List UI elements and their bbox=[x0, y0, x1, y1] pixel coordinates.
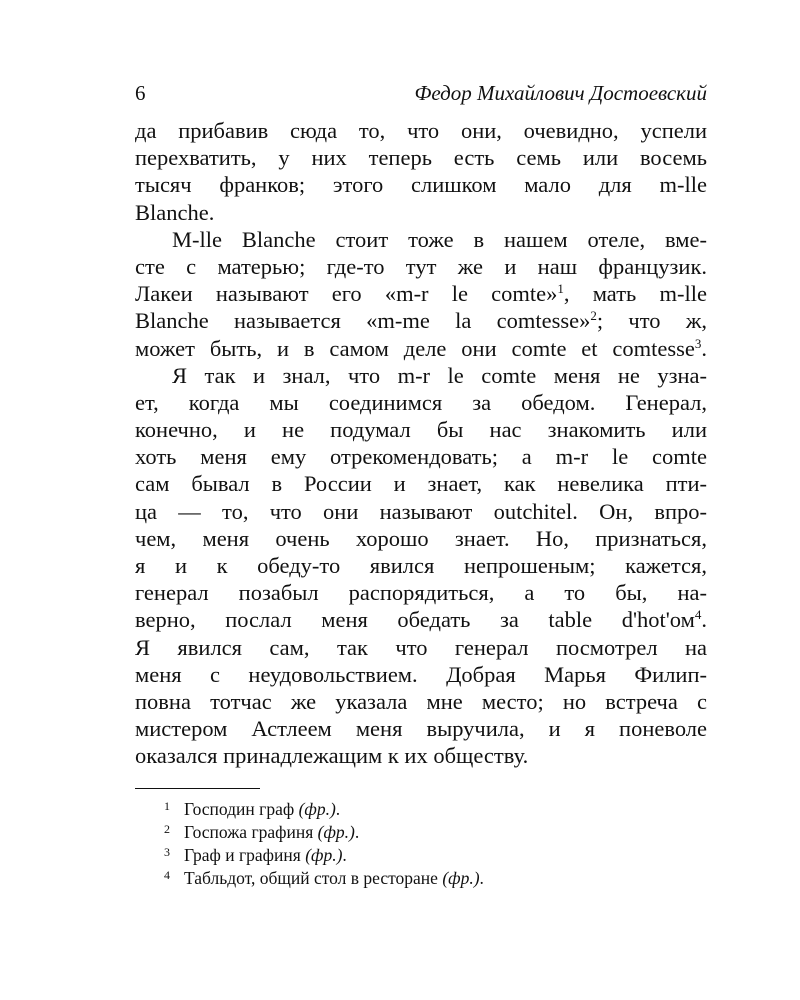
text-line: Blanche называется «m-me la comtesse»$^2$; что ж, bbox=[135, 308, 707, 334]
text-line: хоть меня ему отрекомендовать; а m-r le comte bbox=[135, 444, 707, 470]
footnote: 2 Госпожа графиня (фр.). bbox=[164, 818, 684, 841]
text-line: верно, послал меня обедать за table $d'hot'ом^4$. bbox=[135, 607, 707, 633]
footnote-ref: 1 bbox=[557, 281, 564, 297]
language-note: (фр.) bbox=[442, 868, 480, 888]
book-author-header: Федор Михайлович Достоевский bbox=[414, 81, 707, 105]
text-line: конечно, и не подумал бы нас знакомить или bbox=[135, 417, 707, 443]
text-line: оказался принадлежащим к их обществу. bbox=[135, 743, 529, 769]
footnotes bbox=[164, 795, 684, 887]
text-line: перехватить, у них теперь есть семь или восемь bbox=[135, 145, 707, 171]
footnote: 1 Господин граф (фр.). bbox=[164, 795, 684, 818]
footnote: 4 Табльдот, общий стол в ресторане (фр.). bbox=[164, 864, 684, 887]
running-header bbox=[135, 76, 707, 110]
paragraph-first-line: M-lle Blanche стоит тоже в нашем отеле, вме- bbox=[172, 226, 707, 252]
text-line: генерал позабыл распорядиться, а то бы, на- bbox=[135, 580, 707, 606]
text-line: повна тотчас же указала мне место; но встреча с bbox=[135, 688, 707, 714]
text-line: Я явился сам, так что генерал посмотрел на bbox=[135, 634, 707, 660]
footnote-ref: 2 bbox=[590, 308, 597, 324]
language-note: (фр.) bbox=[305, 845, 343, 865]
text-line: мистером Астлеем меня выручила, и я поневоле bbox=[135, 716, 707, 742]
page-number: 6 bbox=[135, 81, 146, 105]
text-line: сам бывал в России и знает, как невелика пти- bbox=[135, 471, 707, 497]
footnote-number: 3 bbox=[164, 845, 170, 859]
language-note: (фр.) bbox=[298, 799, 336, 819]
language-note: (фр.) bbox=[317, 822, 355, 842]
text-line: сте с матерью; где-то тут же и наш французик. bbox=[135, 253, 707, 279]
body-text bbox=[135, 117, 707, 770]
footnote-ref: 4 bbox=[694, 607, 702, 623]
text-line: Лакеи называют его «m-r le comte»$^1$, мать m-lle bbox=[135, 281, 707, 307]
footnote-number: 4 bbox=[164, 868, 170, 882]
footnote-separator bbox=[135, 788, 260, 789]
footnote-number: 2 bbox=[164, 822, 170, 836]
footnote-number: 1 bbox=[164, 799, 170, 813]
text-line: может быть, и в самом деле они comte et comtesse$^3$. bbox=[135, 335, 707, 361]
paragraph-first-line: Я так и знал, что m-r le comte меня не узна- bbox=[172, 362, 707, 388]
text-line: чем, меня очень хорошо знает. Но, признаться, bbox=[135, 525, 707, 551]
text-line: тысяч франков; этого слишком мало для m-lle bbox=[135, 172, 707, 198]
text-line: Blanche. bbox=[135, 199, 215, 225]
footnote: 3 Граф и графиня (фр.). bbox=[164, 841, 684, 864]
footnote-ref: 3 bbox=[694, 335, 702, 351]
text-line: ет, когда мы соединимся за обедом. Генерал, bbox=[135, 389, 707, 415]
text-line: ца — то, что они называют outchitel. Он, впро- bbox=[135, 498, 707, 524]
text-line: да прибавив сюда то, что они, очевидно, успели bbox=[135, 118, 707, 143]
text-line: меня с неудовольствием. Добрая Марья Филип- bbox=[135, 661, 707, 687]
text-line: я и к обеду-то явился непрошеным; кажется, bbox=[135, 553, 707, 578]
